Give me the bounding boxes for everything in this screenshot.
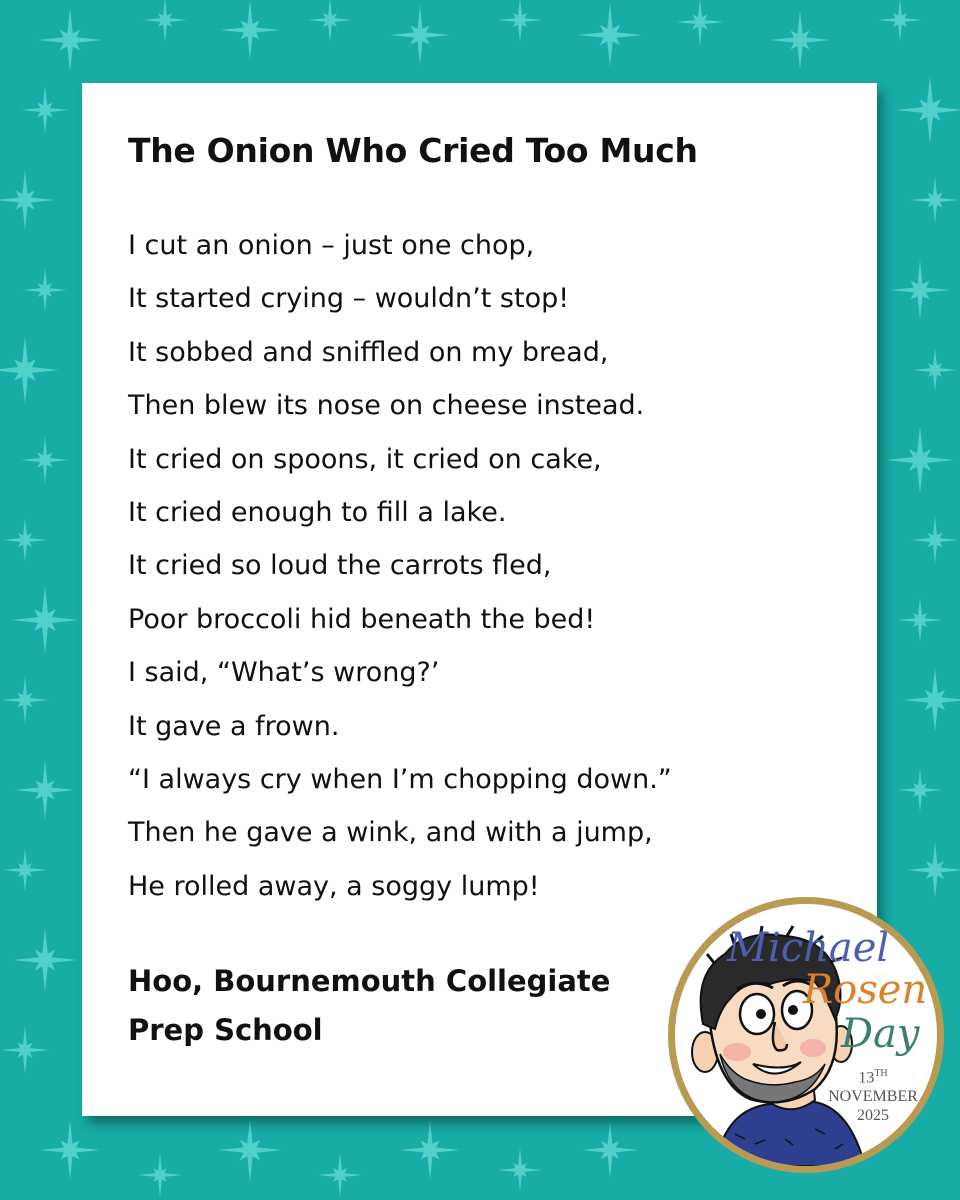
badge-date-year: 2025 bbox=[857, 1107, 889, 1125]
michael-rosen-day-badge bbox=[668, 897, 944, 1173]
star-decoration bbox=[138, 1153, 182, 1197]
author-school: Prep School bbox=[128, 1013, 323, 1047]
star-decoration bbox=[390, 5, 450, 65]
star-decoration bbox=[676, 0, 724, 46]
star-decoration bbox=[11, 586, 79, 654]
poem-line: It cried on spoons, it cried on cake, bbox=[128, 443, 602, 475]
star-decoration bbox=[3, 848, 47, 892]
star-decoration bbox=[582, 1122, 638, 1178]
badge-inner bbox=[675, 904, 937, 1166]
author-name: Hoo, Bournemouth Collegiate bbox=[128, 964, 611, 998]
poem-line: “I always cry when I’m chopping down.” bbox=[128, 763, 672, 795]
star-decoration bbox=[23, 268, 67, 312]
poem-line: It gave a frown. bbox=[128, 710, 340, 742]
poem-line: Then blew its nose on cheese instead. bbox=[128, 390, 645, 422]
star-decoration bbox=[898, 598, 942, 642]
poem-line: Then he gave a wink, and with a jump, bbox=[128, 817, 653, 849]
star-decoration bbox=[143, 0, 187, 42]
star-decoration bbox=[911, 176, 959, 224]
poem-line: I cut an onion – just one chop, bbox=[128, 230, 535, 261]
star-decoration bbox=[21, 86, 69, 134]
poem-line: It sobbed and sniffled on my bread, bbox=[128, 336, 609, 368]
badge-word-day: Day bbox=[841, 1011, 920, 1057]
star-decoration bbox=[578, 3, 642, 67]
star-decoration bbox=[911, 516, 959, 564]
star-decoration bbox=[1, 676, 49, 724]
star-decoration bbox=[498, 0, 542, 42]
star-decoration bbox=[913, 348, 957, 392]
star-decoration bbox=[21, 436, 69, 484]
star-decoration bbox=[15, 760, 75, 820]
star-decoration bbox=[318, 1153, 362, 1197]
star-decoration bbox=[770, 10, 830, 70]
poem-author bbox=[128, 957, 610, 1055]
star-decoration bbox=[0, 170, 55, 230]
badge-date-day: 13 bbox=[858, 1069, 875, 1087]
star-decoration bbox=[886, 426, 954, 494]
poem-body bbox=[128, 219, 672, 913]
star-decoration bbox=[498, 1148, 542, 1192]
badge-date-suffix: TH bbox=[874, 1068, 888, 1079]
star-decoration bbox=[896, 76, 960, 144]
star-decoration bbox=[38, 8, 102, 72]
star-decoration bbox=[40, 1120, 100, 1180]
star-decoration bbox=[308, 0, 352, 42]
star-decoration bbox=[3, 518, 47, 562]
star-decoration bbox=[220, 0, 280, 60]
star-decoration bbox=[1, 1026, 49, 1074]
poem-title: The Onion Who Cried Too Much bbox=[128, 131, 698, 170]
poem-line: He rolled away, a soggy lump! bbox=[128, 870, 540, 902]
badge-word-michael: Michael bbox=[727, 925, 890, 971]
star-decoration bbox=[907, 842, 960, 898]
star-decoration bbox=[218, 1118, 282, 1182]
poem-line: It cried enough to fill a lake. bbox=[128, 496, 507, 528]
star-decoration bbox=[878, 0, 922, 42]
poem-line: It started crying – wouldn’t stop! bbox=[128, 283, 570, 315]
star-decoration bbox=[13, 928, 77, 992]
badge-word-rosen: Rosen bbox=[803, 967, 928, 1013]
poem-line: I said, “What’s wrong?’ bbox=[128, 657, 440, 689]
poem-line: Poor broccoli hid beneath the bed! bbox=[128, 603, 596, 635]
star-decoration bbox=[0, 336, 59, 404]
star-decoration bbox=[890, 260, 950, 320]
badge-date-month: NOVEMBER bbox=[828, 1088, 918, 1106]
poem-line: It cried so loud the carrots fled, bbox=[128, 550, 552, 582]
star-decoration bbox=[903, 668, 960, 732]
star-decoration bbox=[898, 768, 942, 812]
badge-date bbox=[813, 1064, 933, 1125]
star-decoration bbox=[400, 1120, 460, 1180]
